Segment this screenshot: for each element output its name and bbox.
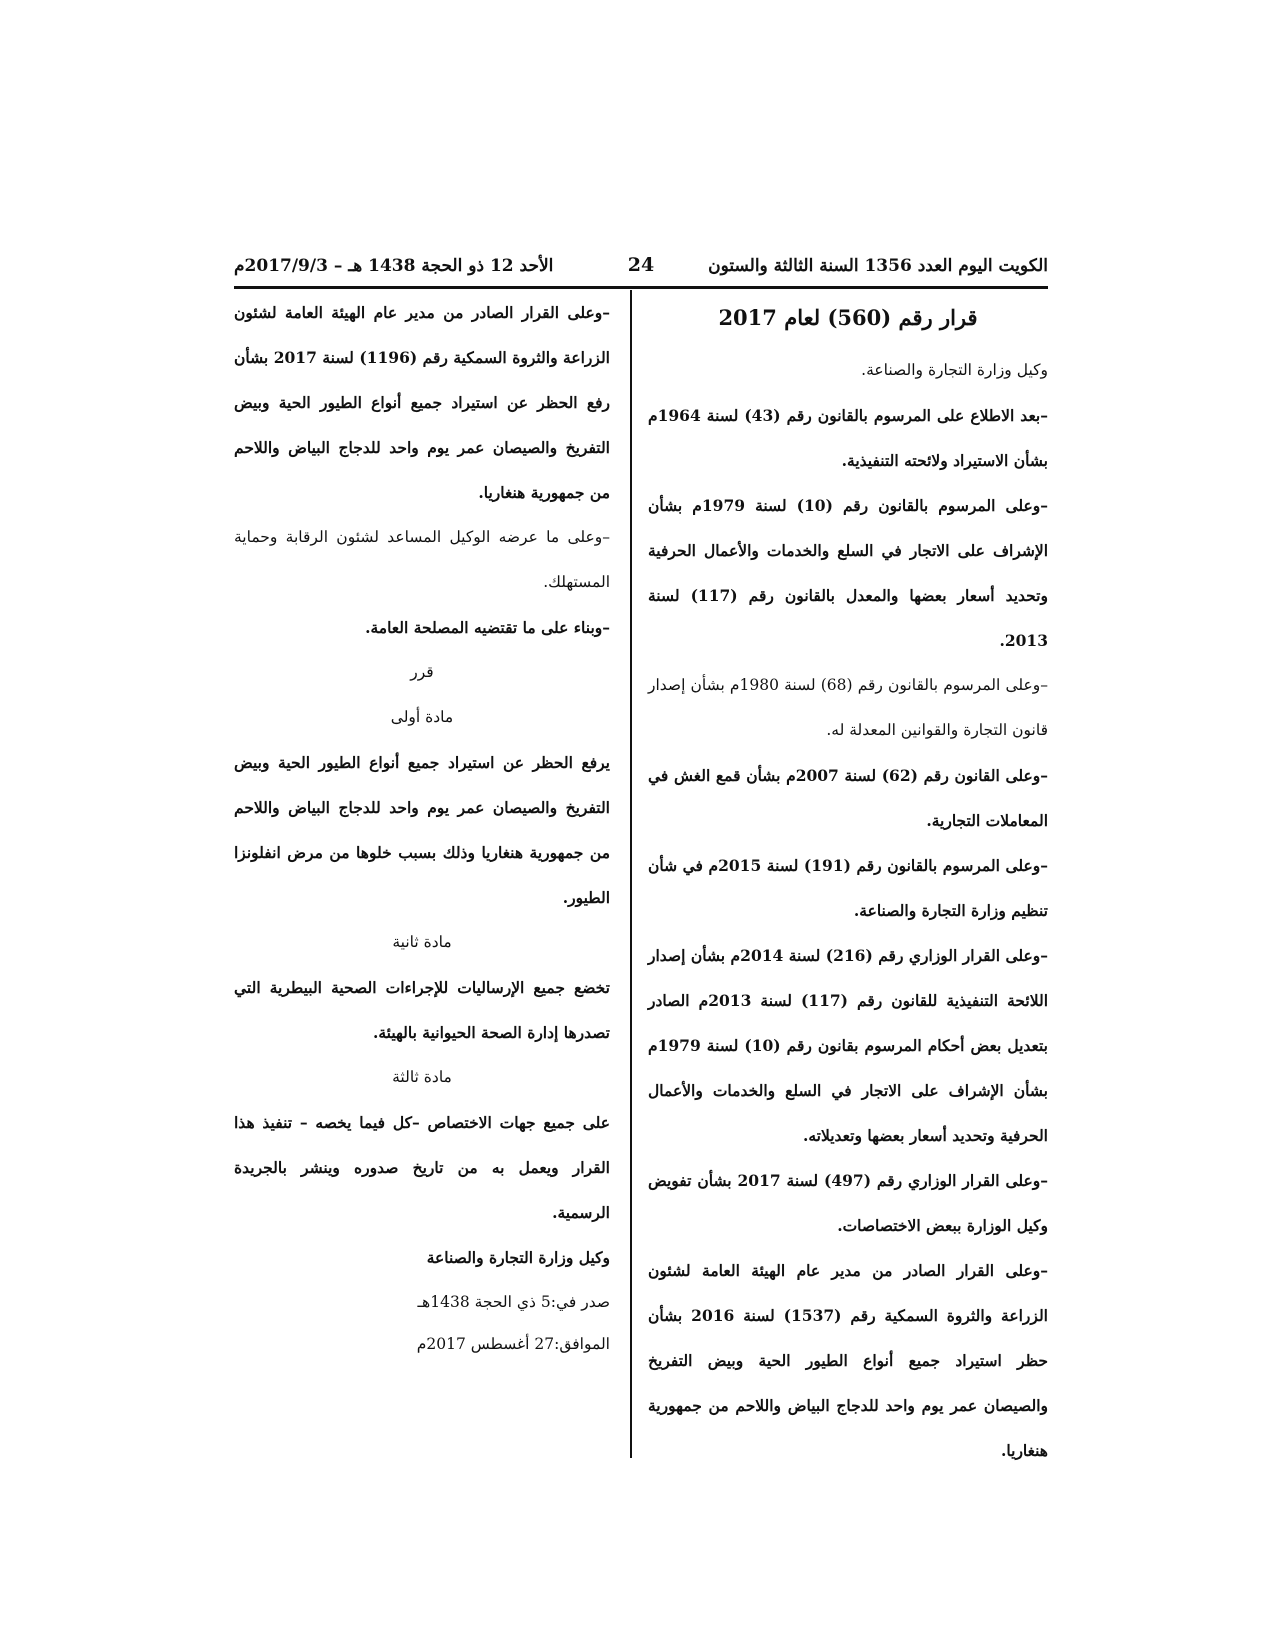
- decided-heading: قرر: [410, 663, 434, 681]
- left-column: [234, 290, 610, 1363]
- article-2-title: مادة ثانية: [392, 933, 452, 951]
- article-1-text: يرفع الحظر عن استيراد جميع أنواع الطيور الحية وبيض التفريخ والصيصان عمر يوم واحد للدجاج البياض واللاحم من جمهورية هنغاريا وذلك بسبب خلوها من مرض انفلونزا الطيور.: [234, 753, 610, 907]
- article-3-text: على جميع جهات الاختصاص –كل فيما يخصه – تنفيذ هذا القرار ويعمل به من تاريخ صدوره وينشر بالجريدة الرسمية.: [234, 1113, 610, 1222]
- preamble-clause: –وعلى المرسوم بالقانون رقم (191) لسنة 2015م في شأن تنظيم وزارة التجارة والصناعة.: [648, 856, 1048, 920]
- preamble-clause: –وعلى القرار الصادر من مدير عام الهيئة العامة لشئون الزراعة والثروة السمكية رقم (1537) لسنة 2016 بشأن حظر استيراد جميع أنواع الطيور الحية وبيض التفريخ والصيصان عمر يوم واحد للدجاج البياض واللاحم من جمهورية هنغاريا.: [648, 1261, 1048, 1460]
- signatory: وكيل وزارة التجارة والصناعة: [426, 1248, 610, 1267]
- preamble-clause: –وعلى القرار الوزاري رقم (216) لسنة 2014م بشأن إصدار اللائحة التنفيذية للقانون رقم (117) لسنة 2013م الصادر بتعديل بعض أحكام المرسوم بقانون رقم (10) لسنة 1979م بشأن الإشراف على الاتجار في السلع والخدمات والأعمال الحرفية وتحديد أسعار بعضها وتعديلاته.: [648, 946, 1049, 1145]
- article-3-title: مادة ثالثة: [392, 1068, 452, 1086]
- right-column: [648, 298, 1048, 1473]
- preamble-clause: –وعلى القانون رقم (62) لسنة 2007م بشأن قمع الغش في المعاملات التجارية.: [648, 766, 1048, 830]
- journal-issue: الكويت اليوم العدد 1356 السنة الثالثة والستون: [708, 256, 1048, 276]
- page-header: [234, 256, 1048, 289]
- preamble-clause: –وعلى المرسوم بالقانون رقم (10) لسنة 1979م بشأن الإشراف على الاتجار في السلع والخدمات والأعمال الحرفية وتحديد أسعار بعضها والمعدل بالقانون رقم (117) لسنة 2013.: [648, 496, 1048, 650]
- decree-title: قرار رقم (560) لعام 2017: [718, 305, 978, 330]
- preamble-clause: –وعلى ما عرضه الوكيل المساعد لشئون الرقابة وحماية المستهلك.: [234, 528, 610, 591]
- preamble-clause: –وعلى المرسوم بالقانون رقم (68) لسنة 1980م بشأن إصدار قانون التجارة والقوانين المعدلة له.: [648, 676, 1048, 739]
- issue-date-gregorian: الموافق:27 أغسطس 2017م: [416, 1335, 610, 1353]
- issue-date-hijri: صدر في:5 ذي الحجة 1438هـ: [417, 1293, 610, 1311]
- page-number: 24: [627, 254, 655, 276]
- article-1-title: مادة أولى: [390, 708, 454, 726]
- preamble-clause: –وعلى القرار الصادر من مدير عام الهيئة العامة لشئون الزراعة والثروة السمكية رقم (1196) لسنة 2017 بشأن رفع الحظر عن استيراد جميع أنواع الطيور الحية وبيض التفريخ والصيصان عمر يوم واحد للدجاج البياض واللاحم من جمهورية هنغاريا.: [234, 303, 610, 502]
- column-divider: [630, 290, 632, 1458]
- preamble-clause: –وعلى القرار الوزاري رقم (497) لسنة 2017 بشأن تفويض وكيل الوزارة ببعض الاختصاصات.: [648, 1171, 1049, 1235]
- preamble-clause: –بعد الاطلاع على المرسوم بالقانون رقم (43) لسنة 1964م بشأن الاستيراد ولائحته التنفيذية.: [648, 406, 1048, 470]
- article-2-text: تخضع جميع الإرساليات للإجراءات الصحية البيطرية التي تصدرها إدارة الصحة الحيوانية بالهيئة.: [234, 978, 610, 1042]
- preamble-authority: وكيل وزارة التجارة والصناعة.: [861, 361, 1048, 379]
- issue-date: الأحد 12 ذو الحجة 1438 هـ – 2017/9/3م: [234, 256, 554, 276]
- preamble-clause: –وبناء على ما تقتضيه المصلحة العامة.: [365, 618, 610, 637]
